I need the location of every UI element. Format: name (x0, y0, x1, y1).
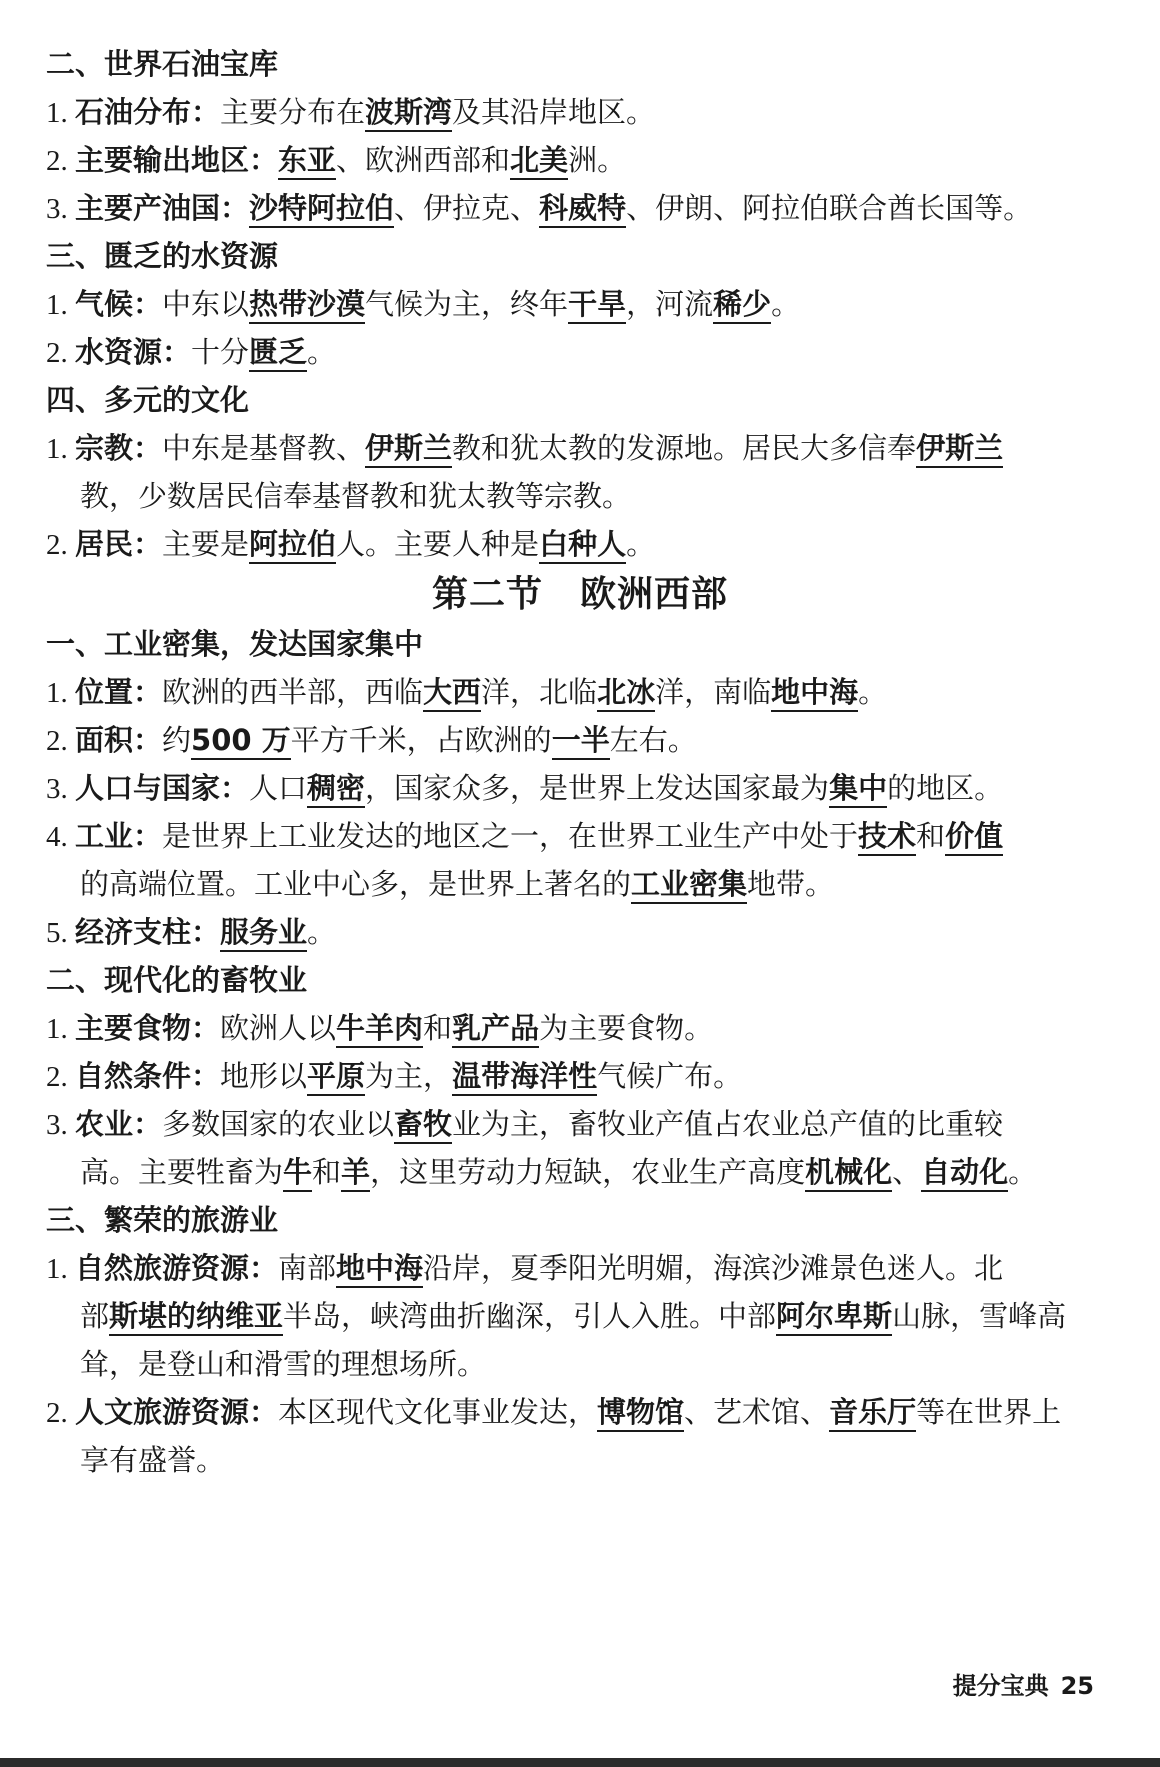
text-segment: 主要是 (162, 527, 250, 561)
text-segment: 气候为主，终年 (365, 287, 569, 321)
answer-underline: 集中 (829, 771, 887, 808)
text-segment: 人。主要人种是 (336, 527, 540, 561)
list-item (46, 190, 1121, 227)
text-segment: 山脉，雪峰高 (892, 1299, 1067, 1333)
section-title: 第二节 欧洲西部 (431, 573, 728, 615)
item-number: 5. (46, 917, 75, 949)
text-segment: 、 (892, 1155, 922, 1189)
text-segment: 。 (771, 287, 801, 321)
answer-underline: 热带沙漠 (249, 287, 365, 324)
item-label: 经济支柱： (75, 915, 221, 949)
text-segment: 地形以 (220, 1059, 308, 1093)
continuation-line (80, 1298, 1120, 1334)
answer-underline: 机械化 (805, 1155, 892, 1192)
page-number: 25 (1060, 1672, 1094, 1700)
answer-underline: 牛羊肉 (336, 1011, 423, 1048)
item-number: 3. (46, 1109, 75, 1141)
text-segment: 平方千米，占欧洲的 (290, 723, 552, 757)
answer-underline: 沙特阿拉伯 (249, 191, 394, 228)
answer-underline: 伊斯兰 (365, 431, 452, 468)
text-segment: 为主要食物。 (539, 1011, 714, 1045)
item-number: 1. (46, 433, 75, 465)
text-segment: 。 (307, 915, 337, 949)
answer-underline: 科威特 (539, 191, 626, 228)
item-number: 3. (46, 193, 75, 225)
text-segment: 耸，是登山和滑雪的理想场所。 (80, 1347, 487, 1381)
text-segment: 地带。 (747, 867, 835, 901)
answer-underline: 价值 (945, 819, 1003, 856)
subsection-heading: 二、现代化的畜牧业 (46, 963, 308, 997)
text-segment: 及其沿岸地区。 (452, 95, 656, 129)
text-segment: 、伊拉克、 (394, 191, 540, 225)
text-segment: 洋，北临 (481, 675, 598, 709)
answer-underline: 波斯湾 (365, 95, 452, 132)
list-item (46, 1010, 1121, 1047)
list-item (46, 1058, 1121, 1095)
text-segment: 等在世界上 (916, 1395, 1062, 1429)
answer-underline: 匮乏 (249, 335, 307, 372)
item-label: 人文旅游资源： (75, 1395, 279, 1429)
continuation-line (80, 1346, 1120, 1382)
list-item (46, 1394, 1121, 1431)
answer-underline: 平原 (307, 1059, 365, 1096)
page-footer (953, 1671, 1094, 1701)
item-label: 自然旅游资源： (75, 1251, 279, 1285)
text-segment: 南部 (278, 1251, 337, 1285)
item-number: 2. (46, 1397, 75, 1429)
answer-underline: 博物馆 (597, 1395, 684, 1432)
item-label: 主要输出地区： (75, 143, 279, 177)
text-segment: 主要分布在 (220, 95, 366, 129)
item-number: 2. (46, 529, 75, 561)
text-segment: 多数国家的农业以 (162, 1107, 395, 1141)
answer-underline: 畜牧 (394, 1107, 452, 1144)
answer-underline: 斯堪的纳维亚 (109, 1299, 283, 1336)
list-item (46, 94, 1121, 131)
text-segment: 左右。 (609, 723, 697, 757)
text-segment: 和 (916, 819, 946, 853)
item-number: 2. (46, 337, 75, 369)
item-label: 宗教： (75, 431, 163, 465)
item-number: 1. (46, 1253, 75, 1285)
item-number: 2. (46, 145, 75, 177)
text-segment: 中东是基督教、 (162, 431, 366, 465)
continuation-line (80, 1442, 1120, 1478)
text-segment: 。 (858, 675, 888, 709)
text-segment: 半岛，峡湾曲折幽深，引人入胜。中部 (283, 1299, 777, 1333)
list-item (46, 818, 1121, 855)
continuation-line (80, 866, 1120, 902)
text-segment: 洲。 (568, 143, 627, 177)
answer-underline: 500 万 (191, 723, 291, 760)
item-number: 1. (46, 1013, 75, 1045)
text-segment: 部 (80, 1299, 110, 1333)
answer-underline: 乳产品 (452, 1011, 539, 1048)
subsection-heading: 四、多元的文化 (46, 383, 250, 417)
text-segment: 人口 (249, 771, 308, 805)
text-segment: ，国家众多，是世界上发达国家最为 (365, 771, 830, 805)
text-segment: 沿岸，夏季阳光明媚，海滨沙滩景色迷人。北 (423, 1251, 1004, 1285)
list-item (46, 1250, 1121, 1287)
answer-underline: 伊斯兰 (916, 431, 1003, 468)
answer-underline: 东亚 (278, 143, 336, 180)
answer-underline: 地中海 (771, 675, 858, 712)
text-segment: 教和犹太教的发源地。居民大多信奉 (452, 431, 917, 465)
list-item (46, 722, 1121, 759)
item-label: 农业： (75, 1107, 163, 1141)
text-segment: 本区现代文化事业发达， (278, 1395, 598, 1429)
answer-underline: 干旱 (568, 287, 626, 324)
text-segment: ，河流 (626, 287, 714, 321)
list-item (46, 526, 1121, 563)
list-item (46, 770, 1121, 807)
continuation-line (80, 478, 1120, 514)
answer-underline: 地中海 (336, 1251, 423, 1288)
answer-underline: 北美 (510, 143, 568, 180)
item-label: 水资源： (75, 335, 192, 369)
text-segment: 中东以 (162, 287, 250, 321)
answer-underline: 工业密集 (631, 867, 747, 904)
answer-underline: 温带海洋性 (452, 1059, 597, 1096)
item-label: 石油分布： (75, 95, 221, 129)
text-segment: 和 (312, 1155, 342, 1189)
text-segment: 、艺术馆、 (684, 1395, 830, 1429)
text-segment: 洋，南临 (655, 675, 772, 709)
text-segment: 十分 (191, 335, 250, 369)
item-number: 1. (46, 677, 75, 709)
answer-underline: 稀少 (713, 287, 771, 324)
item-number: 1. (46, 97, 75, 129)
text-segment: 。 (1008, 1155, 1038, 1189)
text-segment: 欧洲人以 (220, 1011, 337, 1045)
subsection-heading: 二、世界石油宝库 (46, 47, 279, 81)
list-item (46, 674, 1121, 711)
subsection-heading: 三、繁荣的旅游业 (46, 1203, 279, 1237)
item-label: 位置： (75, 675, 163, 709)
answer-underline: 一半 (552, 723, 610, 760)
answer-underline: 大西 (423, 675, 481, 712)
text-segment: 为主， (365, 1059, 453, 1093)
list-item (46, 914, 1121, 951)
book-title: 提分宝典 (952, 1672, 1049, 1700)
item-label: 气候： (75, 287, 163, 321)
text-segment: 的地区。 (887, 771, 1004, 805)
answer-underline: 自动化 (921, 1155, 1008, 1192)
subsection-heading: 一、工业密集，发达国家集中 (46, 627, 424, 661)
item-number: 2. (46, 725, 75, 757)
item-label: 主要产油国： (75, 191, 250, 225)
text-segment: ，这里劳动力短缺，农业生产高度 (370, 1155, 806, 1189)
answer-underline: 白种人 (539, 527, 626, 564)
text-segment: 高。主要牲畜为 (80, 1155, 284, 1189)
text-segment: 是世界上工业发达的地区之一，在世界工业生产中处于 (162, 819, 859, 853)
item-number: 1. (46, 289, 75, 321)
answer-underline: 阿尔卑斯 (776, 1299, 892, 1336)
text-segment: 、伊朗、阿拉伯联合酋长国等。 (626, 191, 1033, 225)
answer-underline: 技术 (858, 819, 916, 856)
answer-underline: 音乐厅 (829, 1395, 916, 1432)
text-segment: 教，少数居民信奉基督教和犹太教等宗教。 (80, 479, 632, 513)
list-item (46, 430, 1121, 467)
answer-underline: 北冰 (597, 675, 655, 712)
list-item (46, 1106, 1121, 1143)
text-segment: 。 (307, 335, 337, 369)
bottom-bar (0, 1758, 1160, 1767)
item-number: 4. (46, 821, 75, 853)
text-segment: 。 (626, 527, 656, 561)
text-segment: 欧洲的西半部，西临 (162, 675, 424, 709)
item-number: 3. (46, 773, 75, 805)
text-segment: 气候广布。 (597, 1059, 743, 1093)
answer-underline: 牛 (283, 1155, 312, 1192)
answer-underline: 服务业 (220, 915, 307, 952)
continuation-line (80, 1154, 1120, 1190)
item-label: 主要食物： (75, 1011, 221, 1045)
answer-underline: 阿拉伯 (249, 527, 336, 564)
text-segment: 的高端位置。工业中心多，是世界上著名的 (80, 867, 632, 901)
answer-underline: 羊 (341, 1155, 370, 1192)
text-segment: 和 (423, 1011, 453, 1045)
answer-underline: 稠密 (307, 771, 365, 808)
text-segment: 、欧洲西部和 (336, 143, 511, 177)
item-label: 面积： (75, 723, 163, 757)
text-segment: 业为主，畜牧业产值占农业总产值的比重较 (452, 1107, 1004, 1141)
list-item (46, 142, 1121, 179)
item-label: 居民： (75, 527, 163, 561)
item-label: 自然条件： (75, 1059, 221, 1093)
item-label: 人口与国家： (75, 771, 250, 805)
list-item (46, 334, 1121, 371)
list-item (46, 286, 1121, 323)
text-segment: 约 (162, 723, 192, 757)
subsection-heading: 三、匮乏的水资源 (46, 239, 279, 273)
item-number: 2. (46, 1061, 75, 1093)
text-segment: 享有盛誉。 (80, 1443, 226, 1477)
item-label: 工业： (75, 819, 163, 853)
